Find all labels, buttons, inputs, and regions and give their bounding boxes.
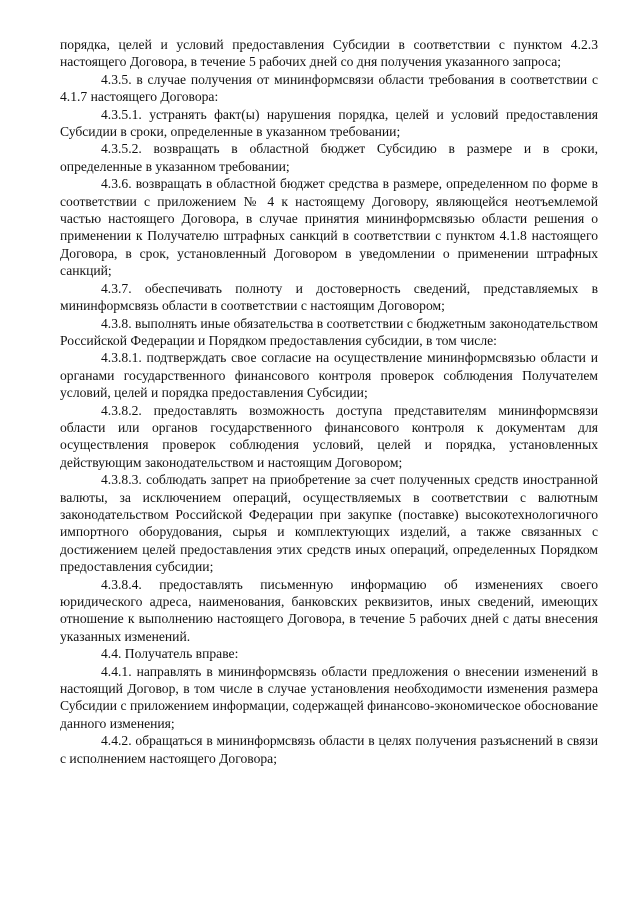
paragraph-4-3-5-1: 4.3.5.1. устранять факт(ы) нарушения порядка, целей и условий предоставления Субсидии в сроки, определенные в указанном требовании; [60,106,598,140]
paragraph-4-3-5: 4.3.5. в случае получения от мининформсвязи области требования в соответствии с 4.1.7 настоящего Договора: [60,71,598,105]
paragraph-4-4-1: 4.4.1. направлять в мининформсвязь области предложения о внесении изменений в настоящий Договор, в том числе в случае установления необходимости изменения размера Субсидии с приложением информации, содержащей финансово-экономическое обоснование данного изменения; [60,663,598,731]
paragraph-4-3-8-1: 4.3.8.1. подтверждать свое согласие на осуществление мининформсвязью области и органами государственного финансового контроля проверок соблюдения Получателем условий, целей и порядка предоставления Субсидии; [60,350,598,401]
paragraph-4-4: 4.4. Получатель вправе: [101,646,239,662]
paragraph-4-3-8-2: 4.3.8.2. предоставлять возможность доступа представителям мининформсвязи области или органов государственного финансового контроля к документам для осуществления проверок соблюдения условий, целей и порядка, установленных действующим законодательством и настоящим Договором; [60,402,598,470]
paragraph-4-3-8-4: 4.3.8.4. предоставлять письменную информацию об изменениях своего юридического адреса, наименования, банковских реквизитов, иных сведений, имеющих отношение к выполнению настоящего Договора, в течение 5 рабочих дней с даты внесения указанных изменений. [60,576,598,644]
paragraph-4-3-6: 4.3.6. возвращать в областной бюджет средства в размере, определенном по форме в соответствии с приложением № 4 к настоящему Договору, являющейся неотъемлемой частью настоящего Договора, в случае принятия мининформсвязью области решения о применении к Получателю штрафных санкций в соответствии с пунктом 4.1.8 настоящего Договора, в срок, установленный Договором в уведомлении о применении штрафных санкций; [60,176,598,279]
paragraph-4-3-8-3: 4.3.8.3. соблюдать запрет на приобретение за счет полученных средств иностранной валюты, за исключением операций, осуществляемых в соответствии с валютным законодательством Российской Федерации при закупке (поставке) высокотехнологичного импортного оборудования, сырья и комплектующих изделий, а также связанных с достижением целей предоставления этих средств иных операций, определенных Порядком предоставления субсидии; [60,472,598,575]
paragraph-4-4-2: 4.4.2. обращаться в мининформсвязь области в целях получения разъяснений в связи с исполнением настоящего Договора; [60,733,598,766]
paragraph-4-3-7: 4.3.7. обеспечивать полноту и достоверность сведений, представляемых в мининформсвязь области в соответствии с настоящим Договором; [60,280,598,314]
paragraph-4-3-5-2: 4.3.5.2. возвращать в областной бюджет Субсидию в размере и в сроки, определенные в указанном требовании; [60,141,598,174]
paragraph-continuation: порядка, целей и условий предоставления Субсидии в соответствии с пунктом 4.2.3 настоящего Договора, в течение 5 рабочих дней со дня получения указанного запроса; [60,37,598,70]
paragraph-4-3-8: 4.3.8. выполнять иные обязательства в соответствии с бюджетным законодательством Российской Федерации и Порядком предоставления субсидии, в том числе: [60,315,598,348]
